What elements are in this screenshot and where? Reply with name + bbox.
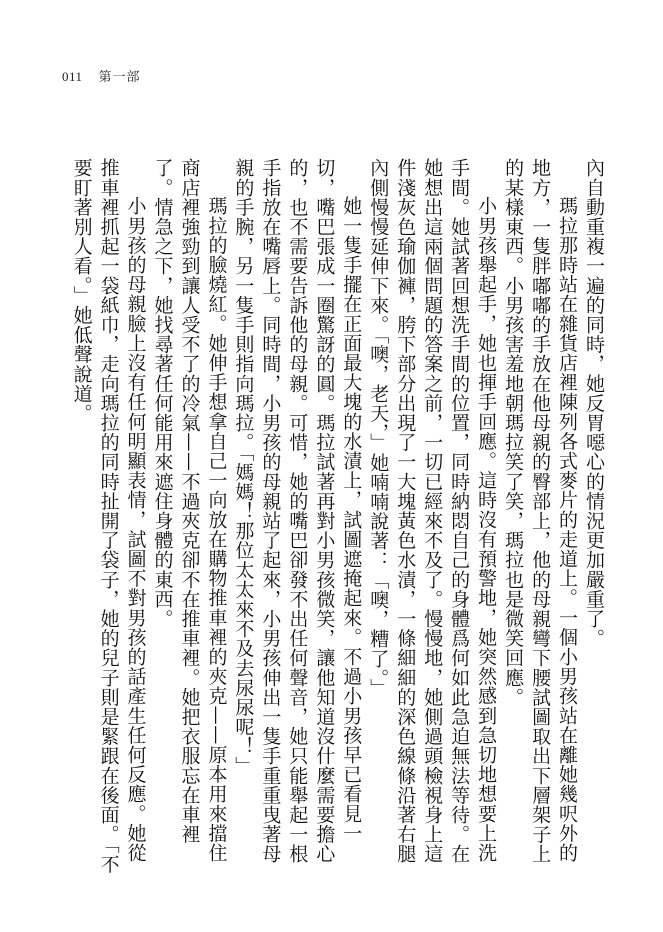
paragraph-continuation: 內自動重複一遍的同時，她反胃噁心的情況更加嚴重了。 xyxy=(583,158,605,648)
vertical-body-text xyxy=(68,158,607,878)
running-head xyxy=(62,66,141,85)
paragraph: 瑪拉的臉燒紅。她伸手想拿自己一向放在購物推車裡的夾克——原本用來擋住商店裡強勁到讓人受不了的冷氣——不過夾克卻不在推車裡。她把衣服忘在車裡了。情急之下，她找尋著任何能用來遮住身體的東西。 xyxy=(151,158,228,863)
page-number: 011 xyxy=(62,69,83,84)
paragraph: 她一隻手擺在正面最大塊的水漬上，試圖遮掩起來。不過小男孩早已看見一切，嘴巴張成一圈驚訝的圓。瑪拉試著再對小男孩微笑，讓他知道沒什麼需要擔心的，也不需要告訴他的母親。可惜，她的嘴巴卻發不出任何聲音，她只能舉起一根手指放在嘴唇上。同時間，小男孩的母親站了起來，小男孩伸出一隻手重重曳著母親的手腕，另一隻手則指向瑪拉。「媽媽！那位太太來不及去尿尿呢！」 xyxy=(232,158,363,864)
paragraph: 瑪拉那時站在雜貨店裡陳列各式麥片的走道上。一個小男孩站在離她幾呎外的地方，一隻胖嘟嘟的手放在他母親的臀部上，他的母親彎下腰試圖取出下層架子上的某樣東西。小男孩害羞地朝瑪拉笑了笑，瑪拉也是微笑回應。 xyxy=(502,158,579,864)
paragraph: 小男孩的母親臉上沒有任何明顯表情，試圖不對男孩的話產生任何反應。她從推車裡抓起一袋紙巾，走向瑪拉的同時扯開了袋子，她的兒子則是緊跟在後面。「不要盯著別人看。」她低聲說道。 xyxy=(70,158,147,874)
section-title: 第一部 xyxy=(98,70,141,85)
paragraph: 小男孩舉起手，她也揮手回應。這時沒有預警地，她突然感到急切地想要上洗手間。她試著回想洗手間的位置，同時納悶自己的身體爲何如此急迫無法等待。在她想出這兩個問題的答案之前，一切已經來不及了。慢慢地，她側過頭檢視身上這件淺灰色瑜伽褲，胯下部分出現了一大塊黃色水漬，一條細細的深色線條沿著右腿內側慢慢延伸下來。「噢，老天，」她喃喃說著：「噢，糟了。」 xyxy=(367,158,498,864)
